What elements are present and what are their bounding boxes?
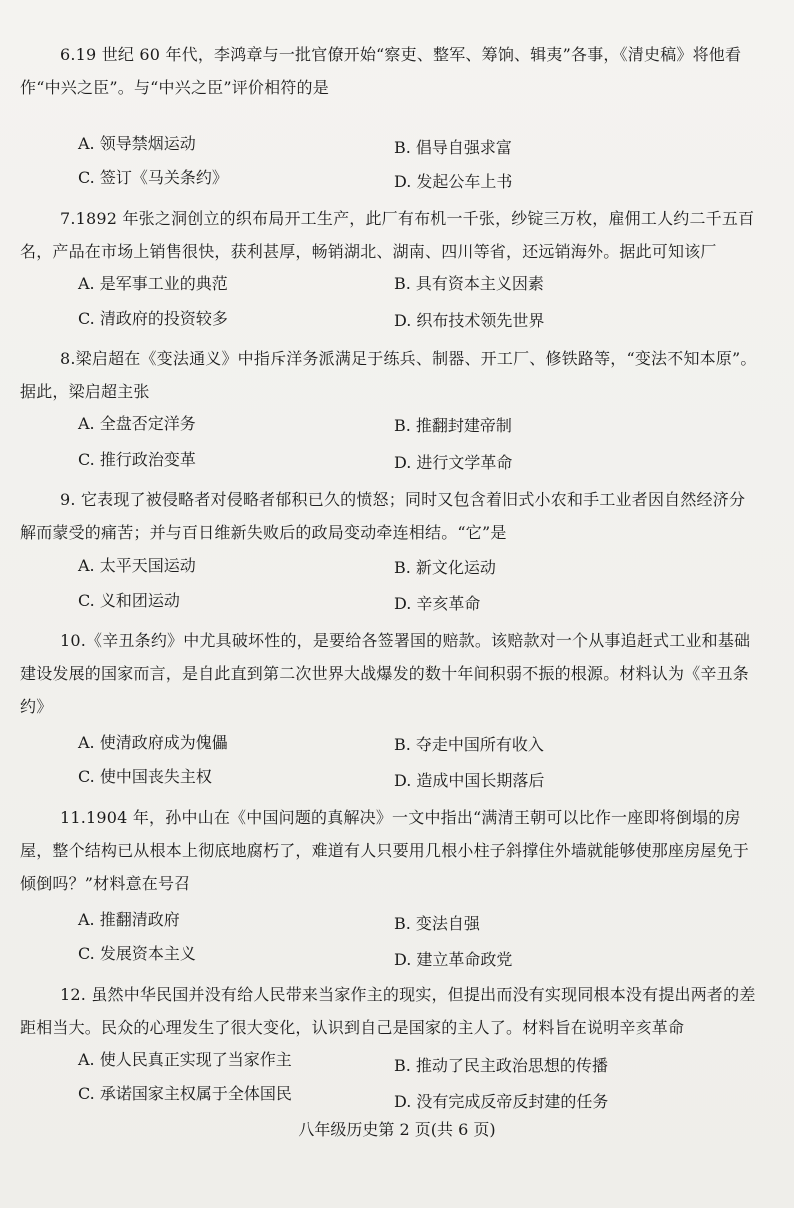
option-b: B. 具有资本主义因素 xyxy=(394,274,544,293)
option-b: B. 倡导自强求富 xyxy=(394,138,512,157)
option-a: A. 领导禁烟运动 xyxy=(78,134,196,153)
question-stem: 7.1892 年张之洞创立的织布局开工生产，此厂有布机一千张，纱锭三万枚，雇佣工人约二千五百名，产品在市场上销售很快，获利甚厚，畅销湖北、湖南、四川等省，还远销海外。据此可知该厂 xyxy=(20,209,755,261)
option-c: C. 发展资本主义 xyxy=(78,944,196,963)
option-d: D. 辛亥革命 xyxy=(394,594,481,613)
question-stem: 12. 虽然中华民国并没有给人民带来当家作主的现实，但提出而没有实现同根本没有提出两者的差距相当大。民众的心理发生了很大变化，认识到自己是国家的主人了。材料旨在说明辛亥革命 xyxy=(20,985,756,1037)
page-footer: 八年级历史第 2 页(共 6 页) xyxy=(298,1120,496,1139)
option-c: C. 清政府的投资较多 xyxy=(78,309,228,328)
option-a: A. 全盘否定洋务 xyxy=(78,414,196,433)
question-10 xyxy=(0,624,794,723)
option-a: A. 使人民真正实现了当家作主 xyxy=(78,1050,292,1069)
option-c: C. 签订《马关条约》 xyxy=(78,168,228,187)
option-d: D. 建立革命政党 xyxy=(394,950,513,969)
option-c: C. 使中国丧失主权 xyxy=(78,767,212,786)
option-a: A. 太平天国运动 xyxy=(78,556,196,575)
option-c: C. 承诺国家主权属于全体国民 xyxy=(78,1084,292,1103)
question-12 xyxy=(0,978,794,1044)
option-c: C. 推行政治变革 xyxy=(78,450,196,469)
option-d: D. 进行文学革命 xyxy=(394,453,513,472)
option-d: D. 造成中国长期落后 xyxy=(394,771,545,790)
option-a: A. 是军事工业的典范 xyxy=(78,274,228,293)
question-7 xyxy=(0,202,794,268)
option-b: B. 夺走中国所有收入 xyxy=(394,735,544,754)
question-8 xyxy=(0,342,794,408)
question-stem: 6.19 世纪 60 年代，李鸿章与一批官僚开始“察吏、整军、筹饷、辑夷”各事，《清史稿》将他看作“中兴之臣”。与“中兴之臣”评价相符的是 xyxy=(20,45,742,97)
question-stem: 8.梁启超在《变法通义》中指斥洋务派满足于练兵、制器、开工厂、修铁路等，“变法不知本原”。据此，梁启超主张 xyxy=(20,349,757,401)
option-b: B. 推翻封建帝制 xyxy=(394,416,512,435)
option-d: D. 发起公车上书 xyxy=(394,172,513,191)
question-stem: 11.1904 年，孙中山在《中国问题的真解决》一文中指出“满清王朝可以比作一座即将倒塌的房屋，整个结构已从根本上彻底地腐朽了，难道有人只要用几根小柱子斜撑住外墙就能够使那座房屋免于倾倒吗？”材料意在号召 xyxy=(20,808,750,893)
option-b: B. 新文化运动 xyxy=(394,558,496,577)
question-11 xyxy=(0,801,794,900)
option-b: B. 推动了民主政治思想的传播 xyxy=(394,1056,608,1075)
option-c: C. 义和团运动 xyxy=(78,591,180,610)
question-6 xyxy=(0,38,794,104)
question-stem: 10.《辛丑条约》中尤具破坏性的，是要给各签署国的赔款。该赔款对一个从事追赶式工业和基础建设发展的国家而言，是自此直到第二次世界大战爆发的数十年间积弱不振的根源。材料认为《辛丑条约》 xyxy=(20,631,751,716)
question-9 xyxy=(0,483,794,549)
question-stem: 9. 它表现了被侵略者对侵略者郁积已久的愤怒；同时又包含着旧式小农和手工业者因自然经济分解而蒙受的痛苦；并与百日维新失败后的政局变动牵连相结。“它”是 xyxy=(20,490,746,542)
option-a: A. 使清政府成为傀儡 xyxy=(78,733,228,752)
option-b: B. 变法自强 xyxy=(394,914,480,933)
option-d: D. 织布技术领先世界 xyxy=(394,311,545,330)
option-a: A. 推翻清政府 xyxy=(78,910,180,929)
option-d: D. 没有完成反帝反封建的任务 xyxy=(394,1092,609,1111)
